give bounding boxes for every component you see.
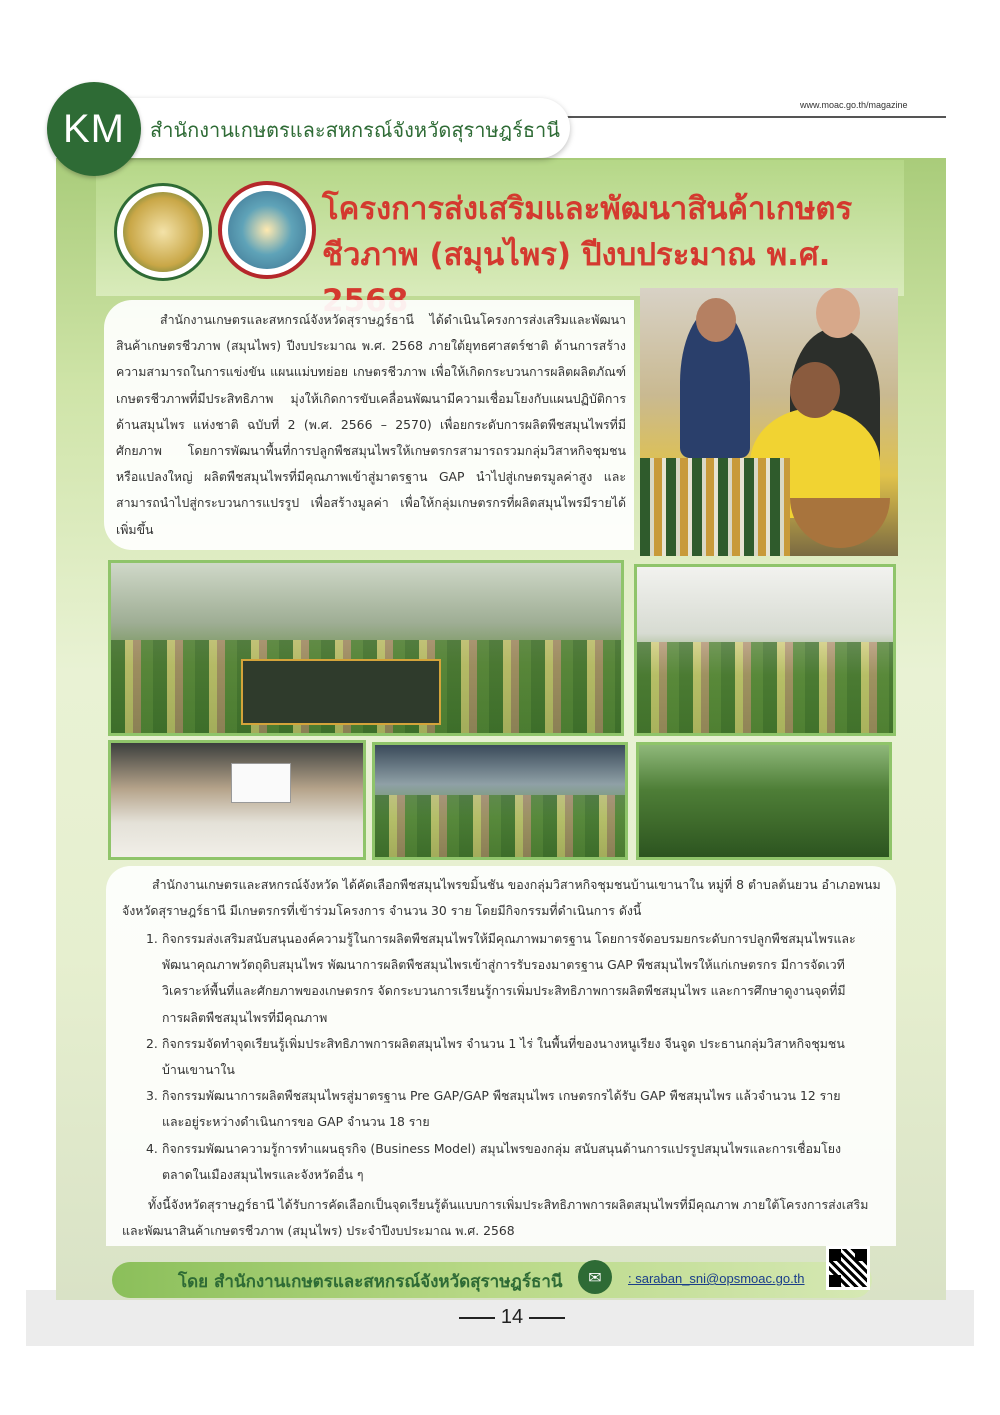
ministry-seal-logo [114,183,212,281]
hero-photo [640,288,898,556]
email-link[interactable]: : saraban_sni@opsmoac.go.th [628,1271,805,1286]
email-icon: ✉ [578,1260,612,1294]
site-url[interactable]: www.moac.go.th/magazine [800,100,908,110]
training-photo [108,740,366,860]
activities-list [146,926,866,1188]
group-photo-banner [108,560,624,736]
conclusion-paragraph: ทั้งนี้จังหวัดสุราษฎร์ธานี ได้รับการคัดเลือกเป็นจุดเรียนรู้ต้นแบบการเพิ่มประสิทธิภาพการผลิตสมุนไพรที่มีคุณภาพ ภายใต้โครงการส่งเสริมและพัฒนาสินค้าเกษตรชีวภาพ (สมุนไพร) ประจำปีงบประมาณ พ.ศ. 2568 [122,1197,869,1238]
selection-paragraph: สำนักงานเกษตรและสหกรณ์จังหวัด ได้คัดเลือกพืชสมุนไพรขมิ้นชัน ของกลุ่มวิสาหกิจชุมชนบ้านเขานาใน หมู่ที่ 8 ตำบลต้นยวน อำเภอพนม จังหวัดสุราษฎร์ธานี มีเกษตรกรที่เข้าร่วมโครงการ จำนวน 30 ราย โดยมีกิจกรรมที่ดำเนินการ ดังนี้ [122,877,881,918]
intro-paragraph: สำนักงานเกษตรและสหกรณ์จังหวัดสุราษฎร์ธานี ได้ดำเนินโครงการส่งเสริมและพัฒนาสินค้าเกษตรชีวภาพ (สมุนไพร) ปีงบประมาณ พ.ศ. 2568 ภายใต้ยุทธศาสตร์ชาติ ด้านการสร้างความสามารถในการแข่งขัน แผนแม่บทย่อย เกษตรชีวภาพ เพื่อให้เกิดกระบวนการผลิตผลิตภัณฑ์เกษตรชีวภาพที่มีประสิทธิภาพ มุ่งให้เกิดการขับเคลื่อนพัฒนามีความเชื่อมโยงกับแผนปฏิบัติการด้านสมุนไพร แห่งชาติ ฉบับที่ 2 (พ.ศ. 2566 – 2570) เพื่อยกระดับการผลิตพืชสมุนไพรที่มีศักยภาพ โดยการพัฒนาพื้นที่การปลูกพืชสมุนไพรให้เกษตรกรสามารถรวมกลุ่มวิสาหกิจชุมชน หรือแปลงใหญ่ ผลิตพืชสมุนไพรที่มีคุณภาพเข้าสู่มาตรฐาน GAP นำไปสู่เกษตรมูลค่าสูง และสามารถนำไปสู่กระบวนการแปรรูป เพื่อสร้างมูลค่า เพื่อให้กลุ่มเกษตรกรที่ผลิตสมุนไพรมีรายได้เพิ่มขึ้น [116,312,626,537]
list-item: 4. กิจกรรมพัฒนาความรู้การทำแผนธุรกิจ (Business Model) สมุนไพรของกลุ่ม สนับสนุนด้านการแปรรูปสมุนไพรและการเชื่อมโยงตลาดในเมืองสมุนไพรและจังหวัดอื่น ๆ [146,1140,842,1182]
office-name: สำนักงานเกษตรและสหกรณ์จังหวัดสุราษฎร์ธานี [150,118,560,142]
list-item: 3. กิจกรรมพัฒนาการผลิตพืชสมุนไพรสู่มาตรฐาน Pre GAP/GAP พืชสมุนไพร เกษตรกรได้รับ GAP พืชสมุนไพร แล้วจำนวน 12 ราย และอยู่ระหว่างดำเนินการขอ GAP จำนวน 18 ราย [146,1088,841,1130]
province-seal-logo [218,181,316,279]
field-visit-photo [636,742,892,860]
article-title: โครงการส่งเสริมและพัฒนาสินค้าเกษตรชีวภาพ (สมุนไพร) ปีงบประมาณ พ.ศ. [322,191,853,273]
header-divider [560,116,946,118]
qr-code-icon[interactable] [826,1246,870,1290]
author-credit: โดย สำนักงานเกษตรและสหกรณ์จังหวัดสุราษฎร์ธานี [178,1272,563,1292]
page-number: 14 [0,1306,1000,1329]
seminar-photo [372,742,628,860]
group-photo-hall [634,564,896,736]
km-badge: KM [47,82,141,176]
list-item: 2. กิจกรรมจัดทำจุดเรียนรู้เพิ่มประสิทธิภาพการผลิตสมุนไพร จำนวน 1 ไร่ ในพื้นที่ของนางหนูเรียง จีนจูด ประธานกลุ่มวิสาหกิจชุมชนบ้านเขานาใน [146,1035,845,1078]
list-item: 1. กิจกรรมส่งเสริมสนับสนุนองค์ความรู้ในการผลิตพืชสมุนไพรให้มีคุณภาพมาตรฐาน โดยการจัดอบรมยกระดับการปลูกพืชสมุนไพรและพัฒนาคุณภาพวัตถุดิบสมุนไพร พัฒนาการผลิตพืชสมุนไพรเข้าสู่การรับรองมาตรฐาน GAP พืชสมุนไพรให้แก่เกษตรกร มีการจัดเวทีวิเคราะห์พื้นที่และศักยภาพของเกษตรกร จัดกระบวนการเรียนรู้การเพิ่มประสิทธิภาพการผลิตพืชสมุนไพร และการศึกษาดูงานจุดที่มีการผลิตพืชสมุนไพรที่มีคุณภาพ [146,931,856,1025]
